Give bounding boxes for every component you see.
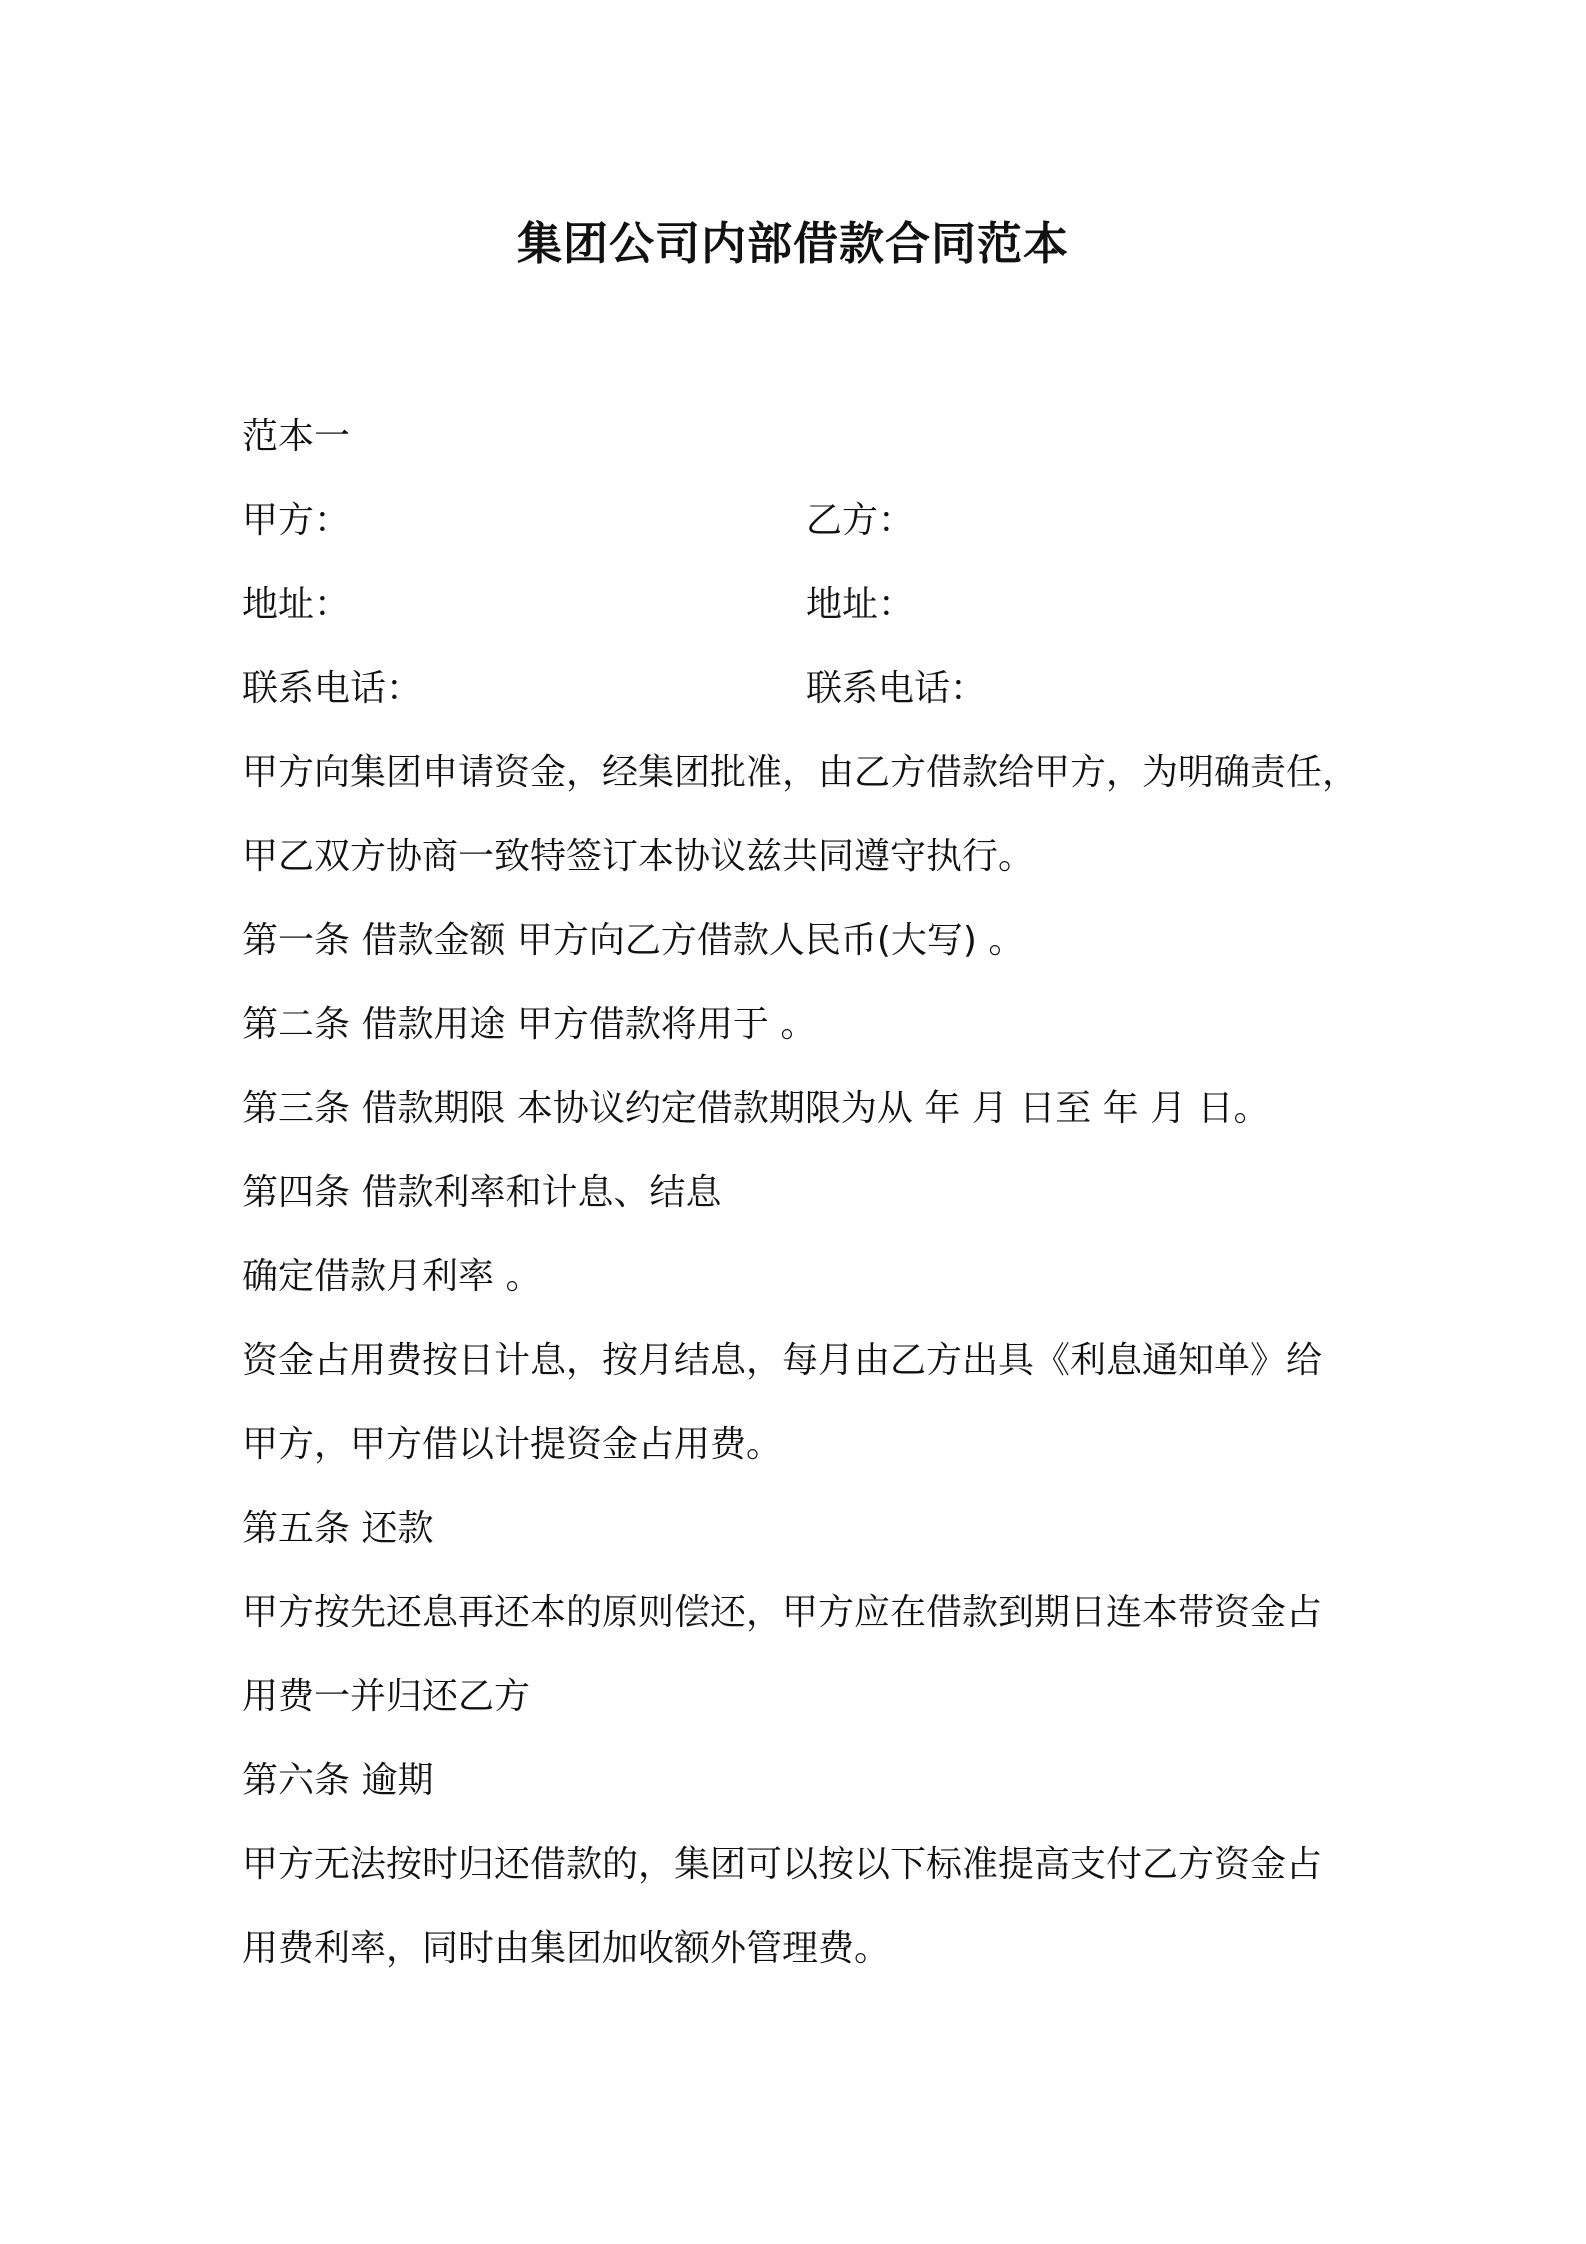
preamble-line-2: 甲乙双方协商一致特签订本协议兹共同遵守执行。 [242, 836, 1035, 877]
article-6-heading: 第六条 逾期 [242, 1760, 434, 1801]
party-b-phone-label: 联系电话： [806, 668, 987, 709]
party-a-phone-label: 联系电话： [242, 668, 423, 709]
party-a-name-label: 甲方： [242, 500, 351, 541]
party-b-address-label: 地址： [806, 584, 915, 625]
article-5-text-1: 甲方按先还息再还本的原则偿还，甲方应在借款到期日连本带资金占 [242, 1592, 1323, 1633]
article-3: 第三条 借款期限 本协议约定借款期限为从 年 月 日至 年 月 日。 [242, 1088, 1270, 1129]
preamble-line-1: 甲方向集团申请资金，经集团批准，由乙方借款给甲方，为明确责任， [242, 752, 1359, 793]
article-1: 第一条 借款金额 甲方向乙方借款人民币(大写) 。 [242, 920, 1025, 961]
article-4-heading: 第四条 借款利率和计息、结息 [242, 1172, 722, 1213]
article-4-text-1: 确定借款月利率 。 [242, 1256, 542, 1297]
article-4-text-2: 资金占用费按日计息，按月结息，每月由乙方出具《利息通知单》给 [242, 1340, 1323, 1381]
article-4-text-3: 甲方，甲方借以计提资金占用费。 [242, 1424, 783, 1465]
article-6-text-1: 甲方无法按时归还借款的，集团可以按以下标准提高支付乙方资金占 [242, 1844, 1323, 1885]
article-6-text-2: 用费利率，同时由集团加收额外管理费。 [242, 1928, 891, 1969]
article-5-heading: 第五条 还款 [242, 1508, 434, 1549]
document-title: 集团公司内部借款合同范本 [516, 217, 1069, 270]
version-label: 范本一 [242, 416, 351, 457]
party-a-address-label: 地址： [242, 584, 351, 625]
article-5-text-2: 用费一并归还乙方 [242, 1676, 531, 1717]
article-2: 第二条 借款用途 甲方借款将用于 。 [242, 1004, 817, 1045]
party-b-name-label: 乙方： [806, 500, 915, 541]
